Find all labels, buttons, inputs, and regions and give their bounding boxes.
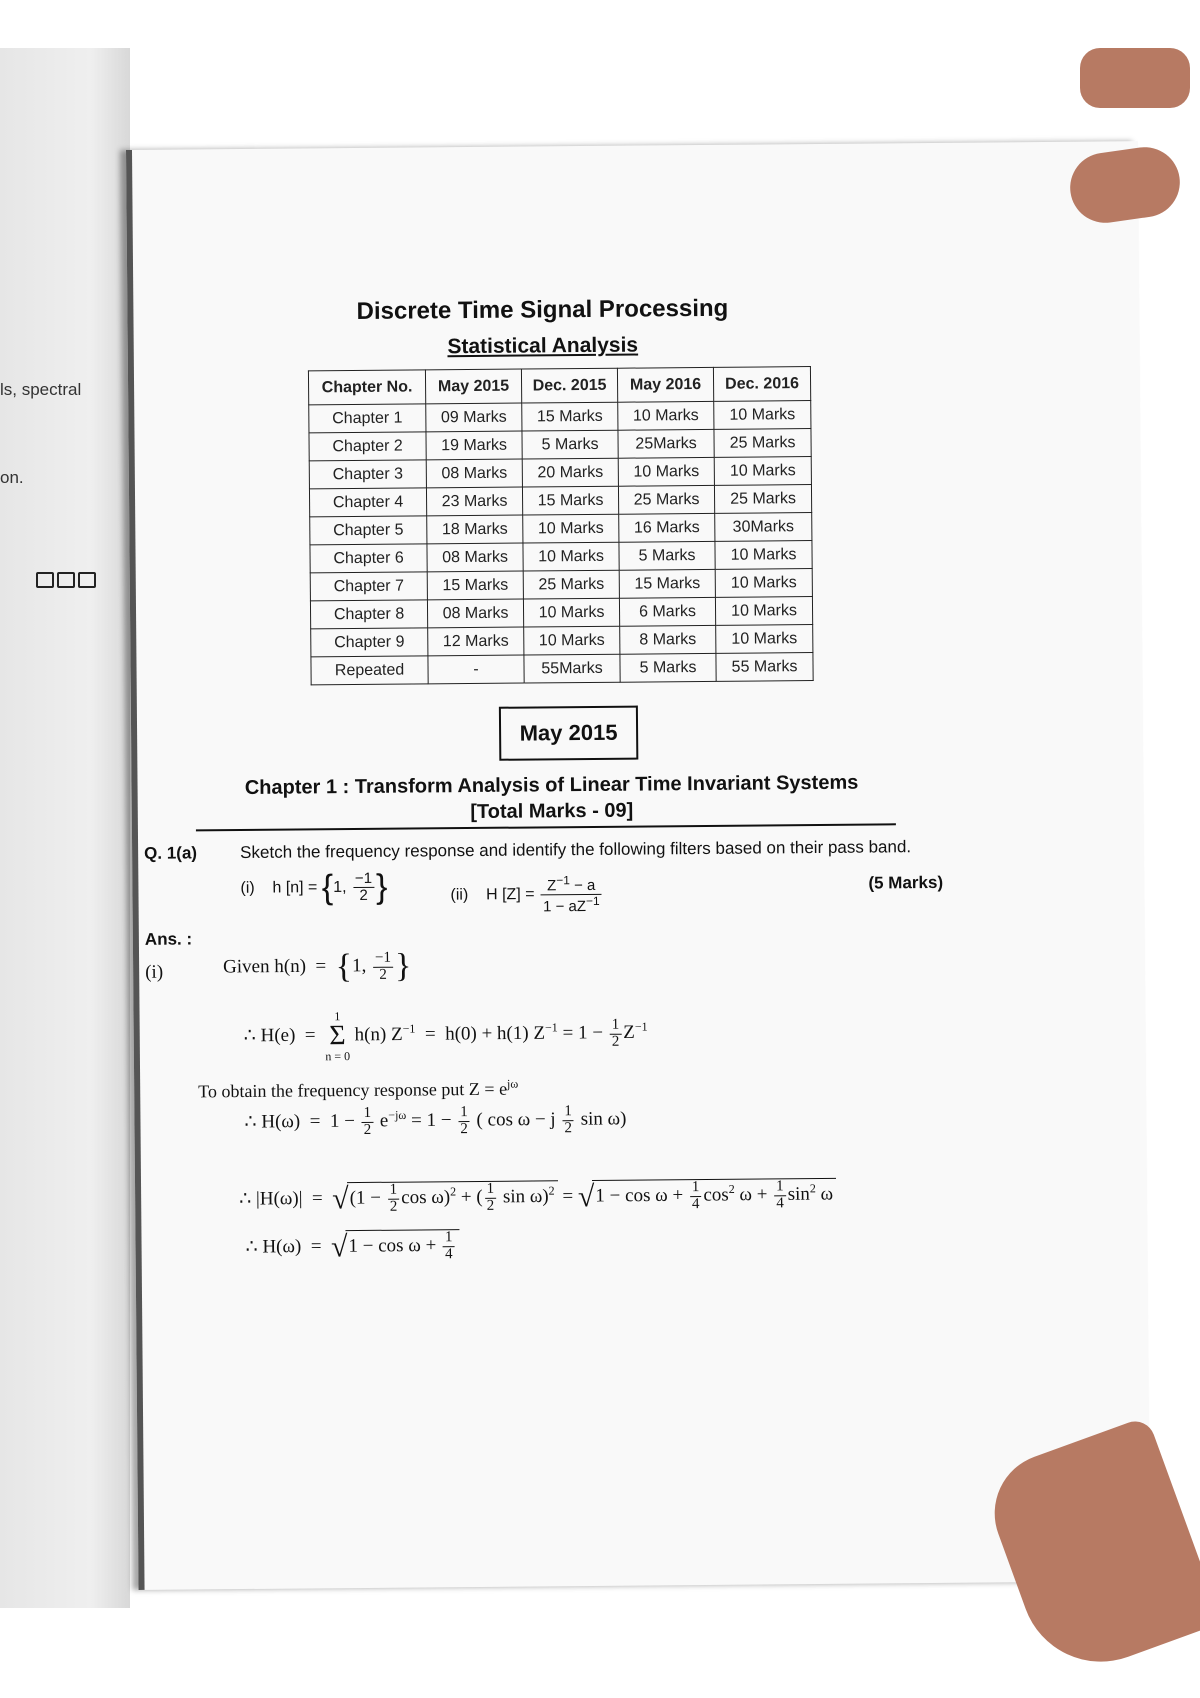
page-subtitle: Statistical Analysis bbox=[447, 333, 639, 359]
table-cell: 10 Marks bbox=[618, 457, 714, 486]
table-cell: - bbox=[428, 655, 524, 684]
left-page-text-1: ls, spectral bbox=[0, 380, 82, 399]
table-cell: 08 Marks bbox=[427, 599, 523, 628]
table-cell: 10 Marks bbox=[716, 625, 813, 654]
table-cell: 10 Marks bbox=[618, 401, 714, 430]
table-cell: 25 Marks bbox=[714, 485, 811, 514]
fraction: $\frac{1}{2}$ bbox=[486, 1180, 495, 1214]
column-header: May 2016 bbox=[617, 367, 713, 402]
fraction: $\frac{1}{2}$ bbox=[611, 1016, 620, 1050]
fraction: $\frac{1}{2}$ bbox=[460, 1104, 468, 1137]
equation-result: ∴ H(ω) = √1 − cos ω + $\frac{1}{4}$ bbox=[245, 1229, 459, 1265]
part-ii-label: (ii) bbox=[450, 886, 469, 904]
column-header: Chapter No. bbox=[308, 370, 425, 405]
table-row bbox=[309, 401, 811, 433]
fraction: $\frac{1}{2}$ bbox=[564, 1103, 573, 1136]
table-cell: 08 Marks bbox=[426, 459, 522, 488]
table-row bbox=[311, 625, 813, 657]
table-cell: 25 Marks bbox=[618, 485, 714, 514]
box-icon bbox=[57, 572, 75, 588]
table-row bbox=[310, 569, 812, 601]
table-cell: 5 Marks bbox=[522, 430, 618, 459]
table-cell: 6 Marks bbox=[619, 597, 715, 626]
table-cell: 55 Marks bbox=[716, 653, 813, 682]
table-cell: 10 Marks bbox=[523, 542, 619, 571]
equation-given: Given h(n) = {1, $\frac{-1}{2}$ } bbox=[223, 947, 412, 986]
question-text: Sketch the frequency response and identify the following filters based on their pass band. bbox=[240, 837, 912, 863]
table-cell: Repeated bbox=[311, 656, 428, 685]
left-page-text-2: on. bbox=[0, 468, 24, 487]
table-cell: 15 Marks bbox=[427, 571, 523, 600]
table-cell: 30Marks bbox=[715, 513, 812, 542]
table-row bbox=[309, 457, 811, 489]
table-cell: 25Marks bbox=[618, 429, 714, 458]
fraction: $\frac{-1}{2}$ bbox=[373, 950, 393, 983]
table-row bbox=[309, 485, 811, 517]
column-header: Dec. 2016 bbox=[713, 367, 810, 402]
equation-magnitude: ∴ |H(ω)| = √(1 − $\frac{1}{2}$ cos ω)$^2$ + ( $\frac{1}{2}$ sin ω)$^2$ = √1 − cos ω + $\frac{1}{4}$ $\cos^2 \omega$ + $\frac{1}{4}$ $\sin^2 \omega$ bbox=[239, 1178, 836, 1217]
table-cell: 10 Marks bbox=[523, 598, 619, 627]
table-cell: Chapter 5 bbox=[310, 516, 427, 545]
session-label-box: May 2015 bbox=[499, 706, 638, 761]
table-cell: 19 Marks bbox=[426, 431, 522, 460]
table-cell: 18 Marks bbox=[427, 515, 523, 544]
finger-top-right bbox=[1080, 48, 1190, 108]
table-row bbox=[310, 597, 812, 629]
table-row bbox=[310, 513, 812, 545]
table-cell: 8 Marks bbox=[620, 625, 716, 654]
fraction: $\frac{1}{4}$ bbox=[691, 1179, 700, 1212]
given-text: Given h(n) bbox=[223, 955, 307, 978]
table-cell: 10 Marks bbox=[714, 401, 811, 430]
table-cell: 09 Marks bbox=[426, 403, 522, 432]
table-cell: 10 Marks bbox=[715, 569, 812, 598]
table-cell: 23 Marks bbox=[426, 487, 522, 516]
answer-label: Ans. : bbox=[144, 929, 193, 949]
table-cell: 15 Marks bbox=[522, 402, 618, 431]
fraction: $\frac{1}{2}$ bbox=[389, 1181, 398, 1215]
table-row bbox=[309, 429, 811, 461]
chapter-total-marks: [Total Marks - 09] bbox=[470, 799, 634, 824]
table-cell: 16 Marks bbox=[619, 513, 715, 542]
table-cell: Chapter 8 bbox=[310, 600, 427, 629]
document-page bbox=[126, 141, 1151, 1590]
question-marks: (5 Marks) bbox=[868, 872, 944, 893]
table-cell: Chapter 2 bbox=[309, 432, 426, 461]
table-row bbox=[310, 541, 812, 573]
table-cell: 10 Marks bbox=[714, 457, 811, 486]
column-header: May 2015 bbox=[425, 369, 521, 404]
table-cell: Chapter 3 bbox=[309, 460, 426, 489]
question-number: Q. 1(a) bbox=[144, 843, 198, 863]
box-icon bbox=[36, 572, 54, 588]
table-cell: Chapter 9 bbox=[311, 628, 428, 657]
equation-transfer-function: ∴ H(e) = 1 Σ n = 0 h(n) $Z^{-1} = h(0) + h(1) Z^{-1} = 1$ − $\frac{1}{2}$ $Z^{-1}$ bbox=[243, 1009, 648, 1064]
left-facing-page bbox=[0, 48, 130, 1608]
end-marker-boxes bbox=[36, 572, 99, 593]
fraction: $\frac{1}{4}$ bbox=[444, 1229, 453, 1263]
table-cell: 10 Marks bbox=[715, 541, 812, 570]
frequency-note: To obtain the frequency response put $Z = e^{j\omega}$ bbox=[198, 1076, 519, 1102]
equation-h-omega: ∴ H(ω) = 1 − $\frac{1}{2}$ $e^{-j\omega} = 1$ − $\frac{1}{2}$ ( cos ω − j $\frac{1}{2}$ sin ω) bbox=[244, 1103, 627, 1138]
answer-part-label: (i) bbox=[145, 961, 164, 983]
table-cell: Chapter 1 bbox=[309, 404, 426, 433]
table-cell: Chapter 6 bbox=[310, 544, 427, 573]
table-cell: Chapter 7 bbox=[310, 572, 427, 601]
table-cell: 15 Marks bbox=[522, 486, 618, 515]
page-title: Discrete Time Signal Processing bbox=[356, 294, 729, 325]
fraction: $\frac{1}{4}$ bbox=[776, 1178, 784, 1212]
table-cell: 20 Marks bbox=[522, 458, 618, 487]
section-divider bbox=[196, 823, 896, 831]
question-part-ii: (ii) H [Z] = $\frac{Z^{-1} - a}{1 - aZ^{-1}}$ bbox=[450, 874, 603, 916]
statistical-analysis-table bbox=[308, 366, 814, 685]
chapter-title: Chapter 1 : Transform Analysis of Linear Time Invariant Systems bbox=[244, 771, 859, 799]
table-cell: 15 Marks bbox=[619, 569, 715, 598]
table-header-row bbox=[308, 367, 810, 405]
column-header: Dec. 2015 bbox=[521, 368, 617, 403]
table-row bbox=[311, 653, 813, 685]
table-cell: 25 Marks bbox=[714, 429, 811, 458]
table-cell: 10 Marks bbox=[523, 514, 619, 543]
table-cell: 25 Marks bbox=[523, 570, 619, 599]
box-icon bbox=[78, 572, 96, 588]
frequency-note-text: To obtain the frequency response put Z = e bbox=[198, 1078, 508, 1102]
table-cell: 55Marks bbox=[524, 654, 620, 683]
question-part-i: (i) h [n] = {1, $\frac{-1}{2}$ } bbox=[240, 867, 388, 907]
fraction: $\frac{-1}{2}$ bbox=[353, 871, 374, 904]
fraction: $\frac{Z^{-1} - a}{1 - aZ^{-1}}$ bbox=[541, 874, 602, 915]
table-cell: 12 Marks bbox=[428, 627, 524, 656]
part-i-label: (i) bbox=[240, 879, 255, 897]
table-cell: 5 Marks bbox=[619, 541, 715, 570]
fraction: $\frac{1}{2}$ bbox=[363, 1104, 372, 1138]
table-cell: Chapter 4 bbox=[309, 488, 426, 517]
table-cell: 08 Marks bbox=[427, 543, 523, 572]
table-cell: 10 Marks bbox=[715, 597, 812, 626]
table-cell: 5 Marks bbox=[620, 653, 716, 682]
table-cell: 10 Marks bbox=[524, 626, 620, 655]
